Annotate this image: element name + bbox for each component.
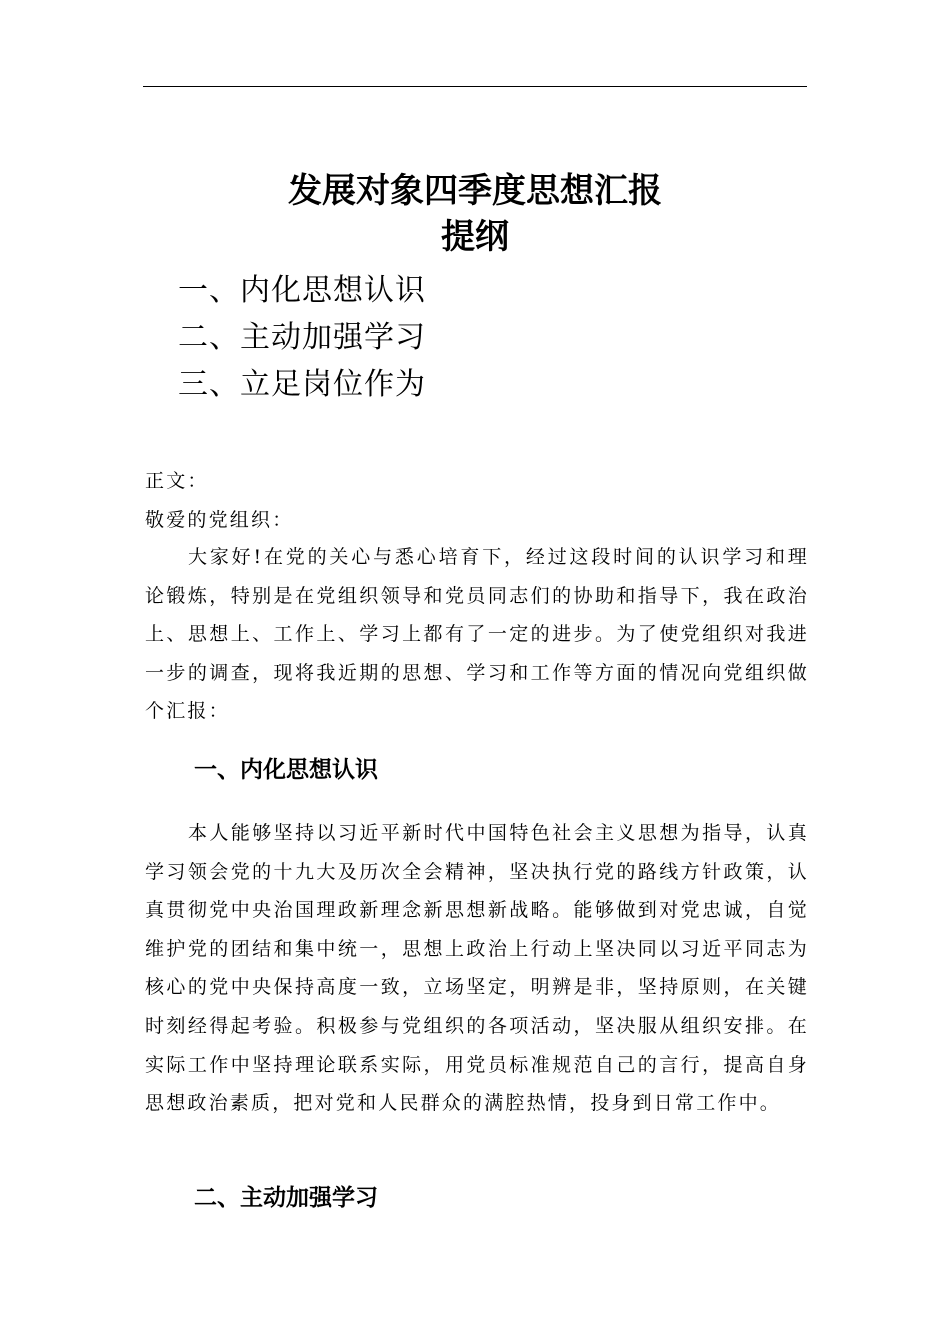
intro-paragraph: 大家好!在党的关心与悉心培育下，经过这段时间的认识学习和理论锻炼，特别是在党组织领导和党员同志们的协助和指导下，我在政治上、思想上、工作上、学习上都有了一定的进步。为了使党组织对我进一步的调查，现将我近期的思想、学习和工作等方面的情况向党组织做个汇报： (145, 546, 809, 723)
section-paragraph-1: 本人能够坚持以习近平新时代中国特色社会主义思想为指导，认真学习领会党的十九大及历次全会精神，坚决执行党的路线方针政策，认真贯彻党中央治国理政新理念新思想新战略。能够做到对党忠诚，自觉维护党的团结和集中统一，思想上政治上行动上坚决同以习近平同志为核心的党中央保持高度一致，立场坚定，明辨是非，坚持原则，在关键时刻经得起考验。积极参与党组织的各项活动，坚决服从组织安排。在实际工作中坚持理论联系实际，用党员标准规范自己的言行，提高自身思想政治素质，把对党和人民群众的满腔热情，投身到日常工作中。 (145, 822, 809, 1115)
outline-item: 二、主动加强学习 (178, 320, 426, 355)
outline-list (178, 267, 426, 408)
body-label: 正文： (145, 470, 209, 492)
salutation: 敬爱的党组织： (145, 509, 294, 531)
outline-item: 三、立足岗位作为 (178, 367, 426, 402)
document-title: 发展对象四季度思想汇报 (288, 171, 662, 211)
document-subtitle: 提纲 (441, 217, 509, 257)
outline-item: 一、内化思想认识 (178, 273, 426, 308)
section-heading-2: 二、主动加强学习 (194, 1185, 378, 1211)
section-heading-1: 一、内化思想认识 (194, 757, 378, 783)
header-rule (143, 86, 807, 87)
